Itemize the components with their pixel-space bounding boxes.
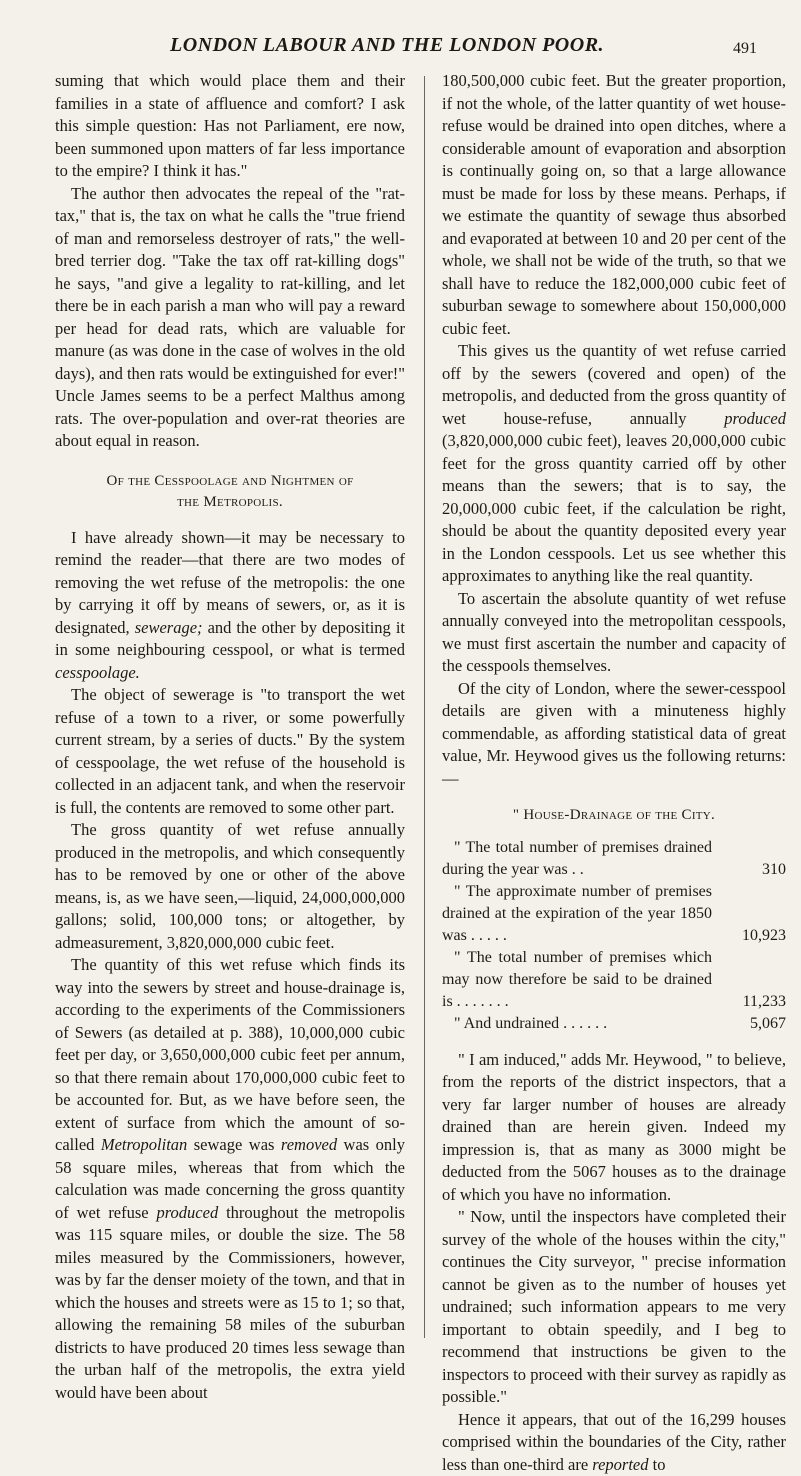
paragraph: Of the city of London, where the sewer-cesspool details are given with a minuteness highly commendable, as affording statistical data of great value, Mr. Heywood gives us the following returns:— — [442, 678, 786, 791]
italic-term: produced — [157, 1203, 219, 1222]
returns-label: " And undrained . . . . . . — [442, 1013, 712, 1035]
paragraph: The gross quantity of wet refuse annually produced in the metropolis, and which consequently has to be removed by one or other of the above means, is, as we have seen,—liquid, 24,000,000,000 gallons; solid, 100,000 tons; or altogether, by admeasurement, 3,820,000,000 cubic feet. — [55, 819, 405, 954]
right-column — [442, 70, 786, 1345]
italic-term: produced — [724, 409, 786, 428]
section-heading-line: the Metropolis. — [55, 492, 405, 513]
paragraph — [442, 1409, 786, 1476]
text-run: (3,820,000,000 cubic feet), leaves 20,000,000 cubic feet for the gross quantity carried off by other means than the sewers; that is to say, the 20,000,000 cubic feet, if the calculation be right, should be about the quantity deposited every year in the London cesspools. Let us see whether this approximates to anything like the real quantity. — [442, 431, 786, 585]
returns-row — [442, 881, 786, 947]
page-number: 491 — [733, 40, 757, 58]
italic-term: cesspoolage. — [55, 663, 140, 682]
paragraph: " Now, until the inspectors have completed their survey of the whole of the houses within the city," continues the City surveyor, " precise information cannot be given as to the number of houses yet undrained; such information appears to me very important to obtain speedily, and I beg to recommend that instructions be given to the inspectors to proceed with their survey as rapidly as possible." — [442, 1206, 786, 1409]
returns-value: 11,233 — [726, 991, 786, 1013]
returns-row — [442, 947, 786, 1013]
text-run: and the other by depositing it in some neighbouring cesspool, or what is termed — [55, 618, 405, 660]
text-run: to — [649, 1455, 666, 1474]
page-header — [0, 34, 801, 64]
running-title: LONDON LABOUR AND THE LONDON POOR. — [170, 34, 604, 57]
paragraph: suming that which would place them and their families in a state of affluence and comfort? I ask this simple question: Has not Parliament, ere now, been summoned upon matters of far less importance to the empire? I think it has." — [55, 70, 405, 183]
returns-heading: " House-Drainage of the City. — [442, 804, 786, 827]
returns-label: " The total number of premises drained during the year was . . — [442, 837, 712, 881]
text-run: was only 58 square miles, whereas that from which the calculation was made concerning the gross quantity of wet refuse — [55, 1135, 405, 1222]
section-heading-line: Of the Cesspoolage and Nightmen of — [55, 471, 405, 492]
returns-value: 10,923 — [726, 925, 786, 947]
paragraph — [55, 954, 405, 1404]
paragraph: 180,500,000 cubic feet. But the greater proportion, if not the whole, of the latter quantity of wet house-refuse would be drained into open ditches, where a considerable amount of evaporation and absorption is continually going on, so that a large allowance must be made for loss by these means. Perhaps, if we estimate the quantity of sewage thus absorbed and evaporated at between 10 and 20 per cent of the whole, we shall not be wide of the truth, so that we shall have to reduce the 182,000,000 cubic feet of suburban sewage to somewhere about 150,000,000 cubic feet. — [442, 70, 786, 340]
returns-label: " The total number of premises which may now therefore be said to be drained is . . . . . . . — [442, 947, 712, 1013]
section-heading — [55, 471, 405, 513]
paragraph: To ascertain the absolute quantity of wet refuse annually conveyed into the metropolitan cesspools, we must first ascertain the number and capacity of the cesspools themselves. — [442, 588, 786, 678]
text-run: This gives us the quantity of wet refuse carried off by the sewers (covered and open) of the metropolis, and deducted from the gross quantity of wet house-refuse, annually — [442, 341, 786, 428]
paragraph: " I am induced," adds Mr. Heywood, " to believe, from the reports of the district inspectors, that a very far larger number of houses are already drained than are herein given. Indeed my impression is, that as many as 3000 might be deducted from the 5067 houses as to the drainage of which you have no information. — [442, 1049, 786, 1207]
paragraph — [442, 340, 786, 588]
text-run: throughout the metropolis was 115 square miles, or double the size. The 58 miles measured by the Commissioners, however, was by far the denser moiety of the town, and that in which the houses and streets were as 15 to 1; so that, allowing the remaining 58 miles of the suburban districts to have produced 20 times less sewage than the urban half of the metropolis, the extra yield would have been about — [55, 1203, 405, 1402]
column-divider — [424, 76, 425, 1338]
italic-term: removed — [281, 1135, 337, 1154]
paragraph — [55, 527, 405, 685]
text-run: sewage was — [187, 1135, 281, 1154]
returns-row — [442, 1013, 786, 1035]
returns-row — [442, 837, 786, 881]
paragraph: The object of sewerage is "to transport the wet refuse of a town to a river, or some powerfully current stream, by a series of ducts." By the system of cesspoolage, the wet refuse of the household is collected in an adjacent tank, and when the reservoir is full, the contents are removed to some other part. — [55, 684, 405, 819]
text-run: Hence it appears, that out of the 16,299 houses comprised within the boundaries of the City, rather less than one-third are — [442, 1410, 786, 1474]
returns-value: 310 — [726, 859, 786, 881]
returns-value: 5,067 — [726, 1013, 786, 1035]
italic-term: reported — [592, 1455, 648, 1474]
paragraph: The author then advocates the repeal of the "rat-tax," that is, the tax on what he calls the "true friend of man and remorseless destroyer of rats," the well-bred terrier dog. "Take the tax off rat-killing dogs" he says, "and give a legality to rat-killing, and let there be in each parish a man who will pay a reward per head for dead rats, which are valuable for manure (as was done in the case of wolves in the old days), and then rats would be extinguished for ever!" Uncle James seems to be a perfect Malthus among rats. The over-population and over-rat theories are about equal in reason. — [55, 183, 405, 453]
text-run: I have already shown—it may be necessary to remind the reader—that there are two modes of removing the wet refuse of the metropolis: the one by carrying it off by means of sewers, or, as it is designated, — [55, 528, 405, 637]
text-run: The quantity of this wet refuse which finds its way into the sewers by street and house-drainage is, according to the experiments of the Commissioners of Sewers (as detailed at p. 388), 10,000,000 cubic feet per day, or 3,650,000,000 cubic feet per annum, so that there remain about 170,000,000 cubic feet to be accounted for. But, as we have before seen, the extent of surface from which the amount of so-called — [55, 955, 405, 1154]
returns-label: " The approximate number of premises drained at the expiration of the year 1850 was . . . . . — [442, 881, 712, 947]
returns-table — [442, 837, 786, 1035]
italic-term: Metropolitan — [101, 1135, 187, 1154]
spacer — [442, 1035, 786, 1049]
left-column — [55, 70, 405, 1345]
italic-term: sewerage; — [135, 618, 203, 637]
